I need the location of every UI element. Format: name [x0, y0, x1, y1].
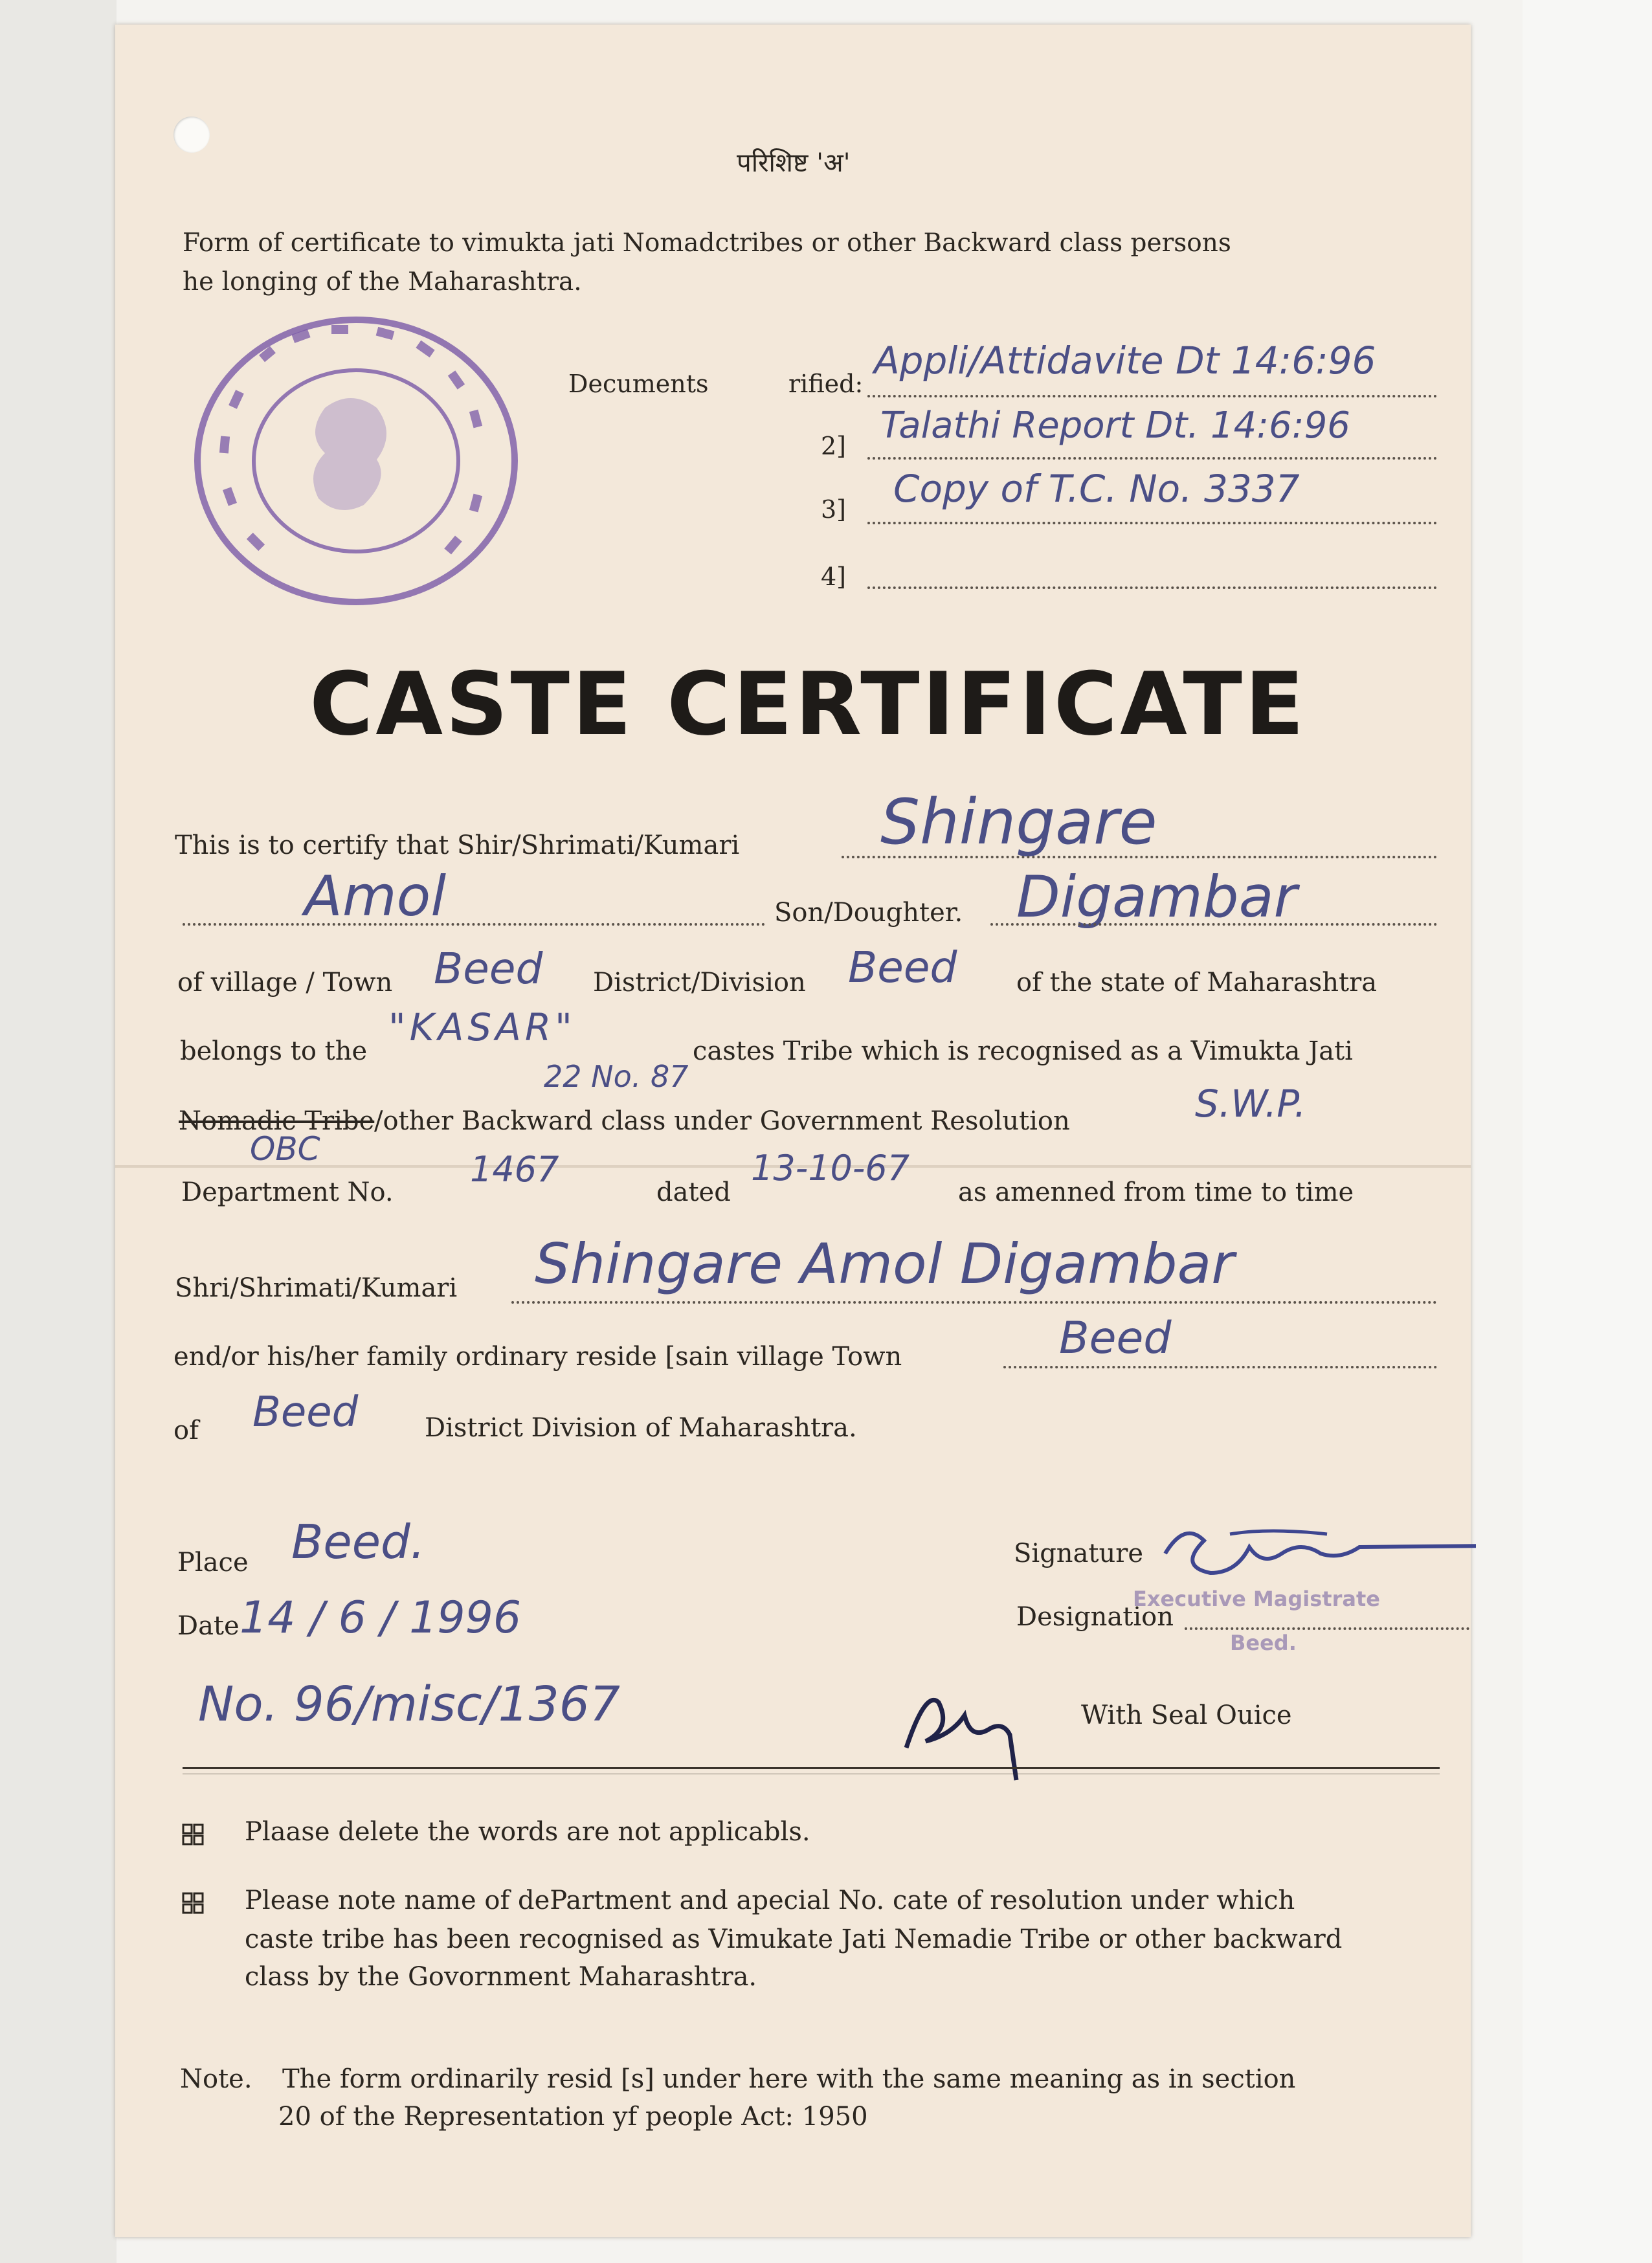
bullet-icon — [181, 1891, 205, 1915]
of-label: of — [173, 1416, 199, 1445]
date-value: 14 / 6 / 1996 — [240, 1592, 522, 1644]
form-description-line2: he longing of the Maharashtra. — [183, 267, 582, 296]
designation-stamp-line2: Beed. — [1230, 1631, 1297, 1655]
initials-mark — [893, 1670, 1042, 1800]
document-line-1 — [867, 395, 1437, 397]
note-text-line1: The form ordinarily resid [s] under here with the same meaning as in section — [282, 2064, 1296, 2094]
amended-text: as amenned from time to time — [958, 1177, 1354, 1207]
date-label: Date — [177, 1611, 240, 1641]
reside-town-value: Beed — [1059, 1313, 1172, 1364]
department-note: OBC — [250, 1130, 320, 1168]
place-value: Beed. — [291, 1515, 425, 1569]
state-suffix: of the state of Maharashtra — [1016, 968, 1378, 998]
department-number-value: 1467 — [470, 1149, 559, 1190]
note-department-line1: Please note name of dePartment and apecial No. cate of resolution under which — [245, 1886, 1295, 1915]
reside-label: end/or his/her family ordinary reside [sain village Town — [173, 1342, 902, 1372]
document-item-2-number: 2] — [821, 432, 847, 460]
document-item-1: Appli/Attidavite Dt 14:6:96 — [874, 339, 1376, 383]
document-item-2: Talathi Report Dt. 14:6:96 — [880, 405, 1350, 447]
district-value: Beed — [848, 942, 957, 992]
note-label: Note. — [180, 2064, 252, 2094]
rified-label: rified: — [788, 370, 864, 398]
dated-label: dated — [656, 1177, 731, 1207]
note-department-line2: caste tribe has been recognised as Vimukate Jati Nemadie Tribe or other backward — [245, 1924, 1343, 1954]
hindi-title: परिशिष्ट 'अ' — [737, 148, 851, 178]
belongs-to-label: belongs to the — [180, 1036, 368, 1066]
full-name-value: Shingare Amol Digambar — [535, 1232, 1234, 1297]
department-label: Department No. — [181, 1177, 394, 1207]
first-name-line — [183, 923, 765, 926]
note-text-line2: 20 of the Representation yf people Act: 1950 — [278, 2102, 868, 2132]
father-name-line — [990, 923, 1437, 926]
note-department-line3: class by the Govornment Maharashtra. — [245, 1962, 757, 1992]
full-name-line — [511, 1301, 1437, 1304]
designation-stamp-line1: Executive Magistrate — [1133, 1587, 1380, 1611]
separator-line — [183, 1767, 1440, 1769]
note-delete-words: Plaase delete the words are not applicabls. — [245, 1817, 810, 1847]
place-label: Place — [177, 1548, 249, 1577]
father-name-value: Digambar — [1016, 864, 1297, 930]
resolution-number-note: 22 No. 87 — [544, 1059, 689, 1094]
bullet-icon — [181, 1823, 205, 1846]
caste-value: "KASAR" — [388, 1005, 576, 1049]
document-line-4 — [867, 586, 1437, 589]
with-seal-label: With Seal Ouice — [1081, 1700, 1292, 1730]
certify-line-prefix: This is to certify that Shir/Shrimati/Kumari — [175, 831, 740, 860]
office-seal-stamp — [189, 304, 526, 608]
page-title: CASTE CERTIFICATE — [309, 654, 1307, 755]
nomadic-tribe-struck: Nomadic Tribe — [179, 1106, 375, 1136]
district-division-suffix: District Division of Maharashtra. — [425, 1413, 857, 1443]
surname-line — [842, 856, 1437, 858]
resolution-value: S.W.P. — [1195, 1082, 1306, 1126]
scan-background-left — [0, 0, 117, 2263]
dated-value: 13-10-67 — [751, 1148, 910, 1188]
document-item-4-number: 4] — [821, 563, 847, 591]
reside-town-line — [1003, 1366, 1437, 1368]
document-line-3 — [867, 522, 1437, 524]
son-daughter-label: Son/Doughter. — [774, 898, 963, 928]
reference-number: No. 96/misc/1367 — [198, 1677, 620, 1732]
scan-background-right — [1523, 0, 1652, 2263]
of-district-value: Beed — [252, 1388, 359, 1436]
caste-tribe-suffix: castes Tribe which is recognised as a Vimukta Jati — [693, 1036, 1353, 1066]
village-value: Beed — [434, 944, 543, 994]
document-line-2 — [867, 457, 1437, 460]
designation-label: Designation — [1016, 1602, 1174, 1632]
punch-hole — [173, 117, 210, 153]
document-item-3-number: 3] — [821, 495, 847, 524]
document-item-3: Copy of T.C. No. 3337 — [893, 467, 1300, 511]
designation-line — [1185, 1627, 1469, 1630]
first-name-value: Amol — [304, 864, 447, 929]
signature-label: Signature — [1014, 1539, 1144, 1568]
shri-label: Shri/Shrimati/Kumari — [175, 1273, 458, 1303]
district-division-label: District/Division — [593, 968, 806, 998]
documents-label: Decuments — [568, 370, 709, 398]
signature-mark — [1152, 1508, 1476, 1586]
village-town-label: of village / Town — [177, 968, 393, 998]
backward-class-line: /other Backward class under Government Resolution — [374, 1106, 1070, 1136]
surname-value: Shingare — [880, 786, 1157, 858]
form-description-line1: Form of certificate to vimukta jati Nomadctribes or other Backward class persons — [183, 229, 1231, 258]
